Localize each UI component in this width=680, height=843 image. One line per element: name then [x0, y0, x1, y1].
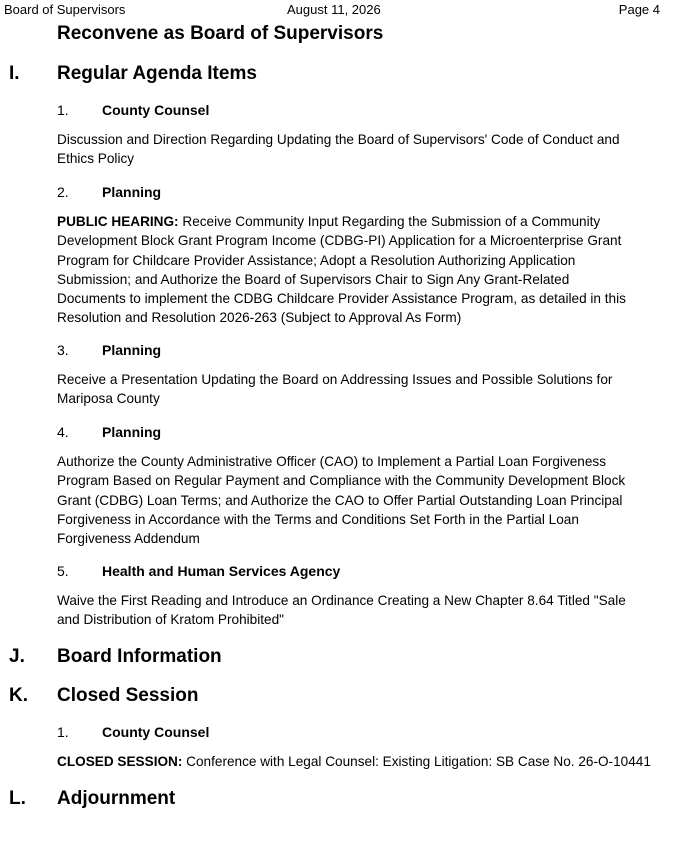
description-line	[57, 752, 655, 771]
item-number: 2.	[57, 184, 69, 200]
item-number: 1.	[57, 724, 69, 740]
header-date: August 11, 2026	[287, 2, 381, 17]
section-i-title: Regular Agenda Items	[57, 63, 257, 84]
item-department: Planning	[102, 342, 162, 358]
section-j-letter: J.	[9, 646, 25, 667]
item-number: 3.	[57, 342, 69, 358]
item-number: 1.	[57, 102, 69, 118]
description-line: Resolution and Resolution 2026-263 (Subject to Approval As Form)	[57, 310, 462, 326]
header-board-name: Board of Supervisors	[4, 2, 126, 17]
description-line: Authorize the County Administrative Officer (CAO) to Implement a Partial Loan Forgiveness	[57, 454, 607, 469]
item-description	[57, 752, 655, 771]
item-department: County Counsel	[102, 724, 210, 740]
description-text: Conference with Legal Counsel: Existing Litigation: SB Case No. 26-O-10441	[182, 754, 651, 769]
description-line: Submission; and Authorize the Board of Supervisors Chair to Sign Any Grant-Related	[57, 271, 570, 287]
item-description	[57, 130, 655, 169]
section-i-letter: I.	[9, 63, 20, 84]
description-line: Discussion and Direction Regarding Updating the Board of Supervisors' Code of Conduct and	[57, 132, 620, 147]
description-text: Receive Community Input Regarding the Submission of a Community	[178, 214, 601, 229]
description-line: Program Based on Regular Payment and Compliance with the Community Development Block	[57, 473, 626, 489]
item-number: 4.	[57, 424, 69, 440]
description-line	[57, 212, 655, 231]
section-j-title: Board Information	[57, 646, 222, 667]
section-l-letter: L.	[9, 788, 26, 809]
description-line: Development Block Grant Program Income (CDBG-PI) Application for a Microenterprise Grant	[57, 233, 622, 249]
closed-session-label: CLOSED SESSION:	[57, 754, 183, 769]
description-line: and Distribution of Kratom Prohibited"	[57, 612, 284, 628]
item-department: County Counsel	[102, 102, 210, 118]
item-description	[57, 591, 655, 630]
header-page-number: Page 4	[618, 2, 660, 17]
description-line: Grant (CDBG) Loan Terms; and Authorize the CAO to Offer Partial Outstanding Loan Principal	[57, 492, 623, 508]
section-l-title: Adjournment	[57, 788, 176, 809]
description-line: Receive a Presentation Updating the Board on Addressing Issues and Possible Solutions for	[57, 372, 613, 387]
description-line: Forgiveness in Accordance with the Terms and Conditions Set Forth in the Partial Loan	[57, 511, 579, 527]
description-line: Program for Childcare Provider Assistance; Adopt a Resolution Authorizing Application	[57, 252, 576, 268]
page-title: Reconvene as Board of Supervisors	[57, 23, 384, 44]
public-hearing-label: PUBLIC HEARING:	[57, 214, 179, 229]
item-description	[57, 212, 655, 328]
item-department: Health and Human Services Agency	[102, 563, 341, 579]
description-line: Waive the First Reading and Introduce an Ordinance Creating a New Chapter 8.64 Titled "Sale	[57, 593, 626, 608]
section-k-letter: K.	[9, 685, 28, 706]
section-k-title: Closed Session	[57, 685, 199, 706]
item-department: Planning	[102, 424, 162, 440]
description-line: Ethics Policy	[57, 151, 135, 167]
description-line: Forgiveness Addendum	[57, 531, 200, 547]
item-description	[57, 370, 655, 409]
item-description	[57, 452, 655, 548]
item-number: 5.	[57, 563, 69, 579]
description-line: Documents to implement the CDBG Childcare Provider Assistance Program, as detailed in this	[57, 291, 626, 307]
item-department: Planning	[102, 184, 162, 200]
description-line: Mariposa County	[57, 391, 160, 407]
